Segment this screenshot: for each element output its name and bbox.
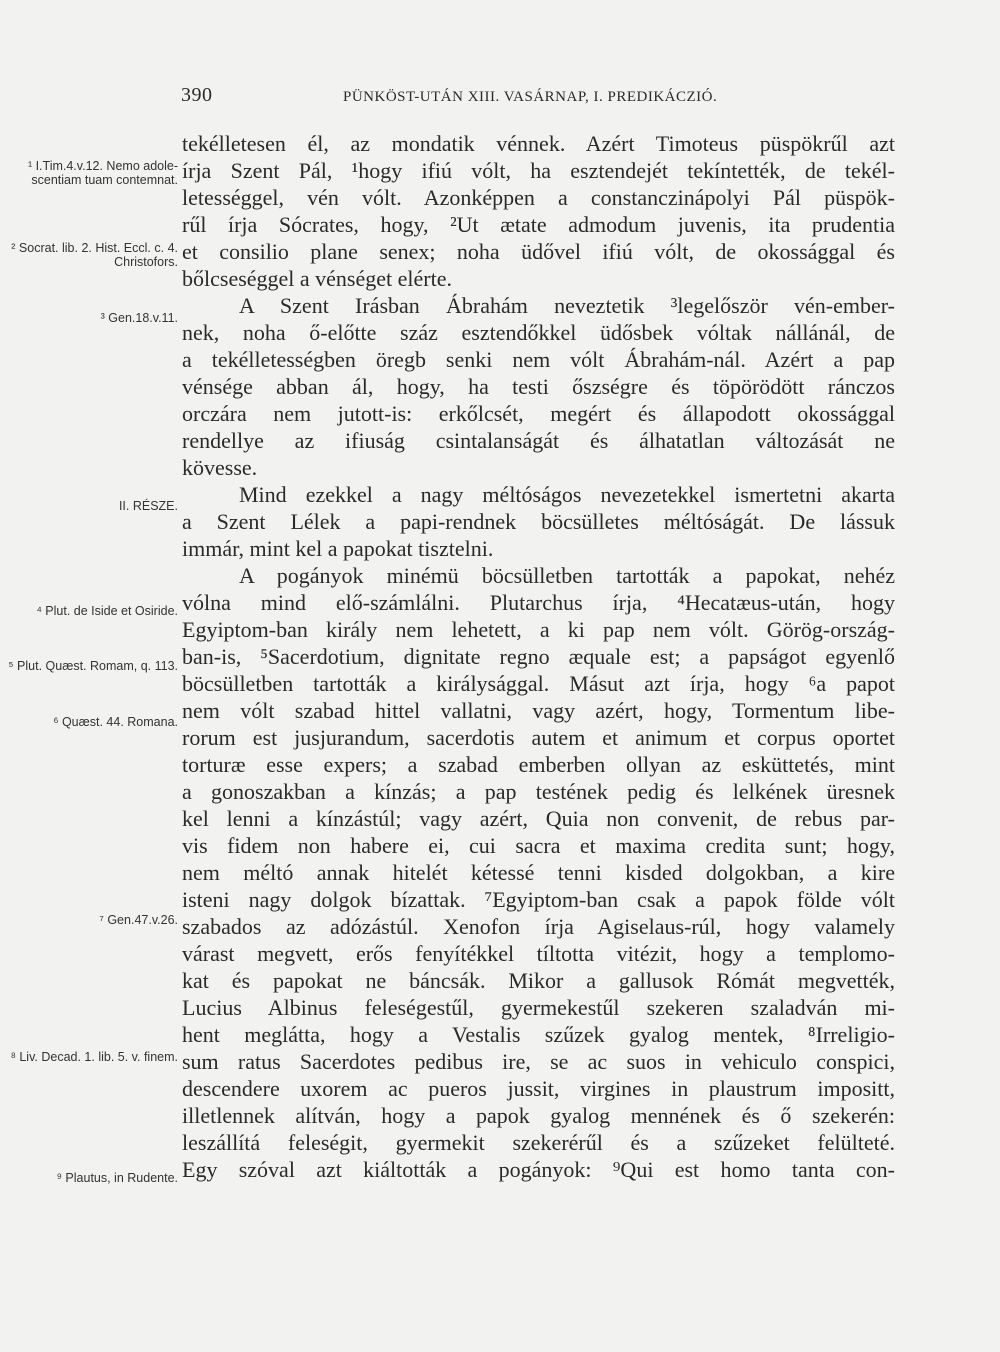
text-line: szabados az adózástúl. Xenofon írja Agiselaus-rúl, hogy valamely bbox=[182, 914, 895, 939]
text-line: ban-is, ⁵Sacerdotium, dignitate regno æquale est; a papságot egyenlő bbox=[182, 644, 895, 669]
text-line: kat és papokat ne báncsák. Mikor a gallusok Rómát megvették, bbox=[182, 968, 895, 993]
margin-note: ¹ I.Tim.4.v.12. Nemo adole-scentiam tuam contemnat. bbox=[27, 159, 178, 187]
text-line: vis fidem non habere ei, cui sacra et maxima credita sunt; hogy, bbox=[182, 833, 895, 858]
text-line: A Szent Irásban Ábrahám neveztetik ³legelőször vén-ember- bbox=[239, 293, 895, 318]
margin-note: ⁷ Gen.47.v.26. bbox=[99, 913, 178, 927]
text-line: rűl írja Sócrates, hogy, ²Ut ætate admodum juvenis, ita prudentia bbox=[182, 212, 895, 237]
text-line: torturæ esse expers; a szabad emberben ollyan az esküttetés, mint bbox=[182, 752, 895, 777]
text-line: illetlennek alítván, hogy a papok gyalog mennének és ő szekerén: bbox=[182, 1103, 895, 1128]
text-line: descendere uxorem ac pueros jussit, virgines in plaustrum impositt, bbox=[182, 1076, 895, 1101]
text-line: írja Szent Pál, ¹hogy ifiú vólt, ha esztendejét tekíntették, de tekél- bbox=[182, 158, 895, 183]
text-line: orczára nem jutott-is: erkőlcsét, megért és állapodott okossággal bbox=[182, 401, 895, 426]
text-line: a tekélletességben öregb senki nem vólt Ábrahám-nál. Azért a pap bbox=[182, 347, 895, 372]
text-line: nem méltó annak hitelét kétessé tenni kisded dolgokban, a kire bbox=[182, 860, 895, 885]
margin-note: ⁴ Plut. de Iside et Osiride. bbox=[36, 604, 178, 618]
running-head: PÜNKÖST-UTÁN XIII. VASÁRNAP, I. PREDIKÁCZIÓ. bbox=[343, 89, 718, 105]
text-line: vólna mind elő-számlálni. Plutarchus írja, ⁴Hecatæus-után, hogy bbox=[182, 590, 895, 615]
margin-notes bbox=[0, 0, 182, 1352]
text-line: letességgel, vén vólt. Azonképpen a constanczinápolyi Pál püspök- bbox=[182, 185, 895, 210]
text-line: isteni nagy dolgok bízattak. ⁷Egyiptom-ban csak a papok földe vólt bbox=[182, 887, 895, 912]
text-line: vénsége abban ál, hogy, ha testi őszségre és töpörödött ránczos bbox=[182, 374, 895, 399]
text-line: kel lenni a kínzástúl; vagy azért, Quia non convenit, de rebus par- bbox=[182, 806, 895, 831]
text-line: A pogányok minémü böcsülletben tartották a papokat, nehéz bbox=[239, 563, 895, 588]
text-line: tekélletesen él, az mondatik vénnek. Azért Timoteus püspökrűl azt bbox=[182, 131, 895, 156]
margin-note: ² Socrat. lib. 2. Hist. Eccl. c. 4. Christofors. bbox=[11, 241, 178, 269]
margin-note: ⁶ Quæst. 44. Romana. bbox=[53, 715, 178, 729]
margin-note: ⁸ Liv. Decad. 1. lib. 5. v. finem. bbox=[10, 1050, 178, 1064]
text-line: a Szent Lélek a papi-rendnek böcsülletes méltóságát. De lássuk bbox=[182, 509, 895, 534]
text-line: immár, mint kel a papokat tisztelni. bbox=[182, 536, 494, 561]
text-line: Egy szóval azt kiáltották a pogányok: ⁹Qui est homo tanta con- bbox=[182, 1157, 895, 1182]
text-line: rendellye az ifiuság csintalanságát és álhatatlan változását ne bbox=[182, 428, 895, 453]
text-line: et consilio plane senex; noha üdővel ifiú vólt, de okossággal és bbox=[182, 239, 895, 264]
text-line: a gonoszakban a kínzás; a pap testének pedig és lelkének üresnek bbox=[182, 779, 895, 804]
section-label: II. RÉSZE. bbox=[118, 499, 178, 513]
text-line: böcsülletben tartották a királysággal. Másut azt írja, hogy ⁶a papot bbox=[182, 671, 895, 696]
text-line: sum ratus Sacerdotes pedibus ire, se ac suos in vehiculo conspici, bbox=[182, 1049, 895, 1074]
page-number: 390 bbox=[181, 84, 213, 106]
text-line: kövesse. bbox=[182, 455, 258, 480]
text-line: nem vólt szabad hittel vallatni, vagy azért, hogy, Tormentum libe- bbox=[182, 698, 895, 723]
text-line: leszállítá feleségit, gyermekit szekerérűl és a szűzeket felülteté. bbox=[182, 1130, 895, 1155]
text-line: Egyiptom-ban király nem lehetett, a ki pap nem vólt. Görög-ország- bbox=[182, 617, 895, 642]
margin-note: ⁵ Plut. Quæst. Romam, q. 113. bbox=[8, 659, 178, 673]
text-line: hent meglátta, hogy a Vestalis szűzek gyalog mentek, ⁸Irreligio- bbox=[182, 1022, 895, 1047]
text-line: nek, noha ő-előtte száz esztendőkkel üdősbek vóltak nállánál, de bbox=[182, 320, 895, 345]
text-line: bőlcseséggel a vénséget elérte. bbox=[182, 266, 452, 291]
text-line: várast megvett, erős fenyítékkel tíltotta vitézit, hogy a templomo- bbox=[182, 941, 895, 966]
text-line: rorum est jusjurandum, sacerdotis autem et animum et corpus oportet bbox=[182, 725, 895, 750]
margin-note: ⁹ Plautus, in Rudente. bbox=[56, 1171, 178, 1185]
text-line: Lucius Albinus feleségestűl, gyermekestűl szekeren szaladván mi- bbox=[182, 995, 895, 1020]
body-text bbox=[182, 130, 895, 1183]
margin-note: ³ Gen.18.v.11. bbox=[100, 311, 178, 325]
text-line: Mind ezekkel a nagy méltóságos nevezetekkel ismertetni akarta bbox=[239, 482, 895, 507]
